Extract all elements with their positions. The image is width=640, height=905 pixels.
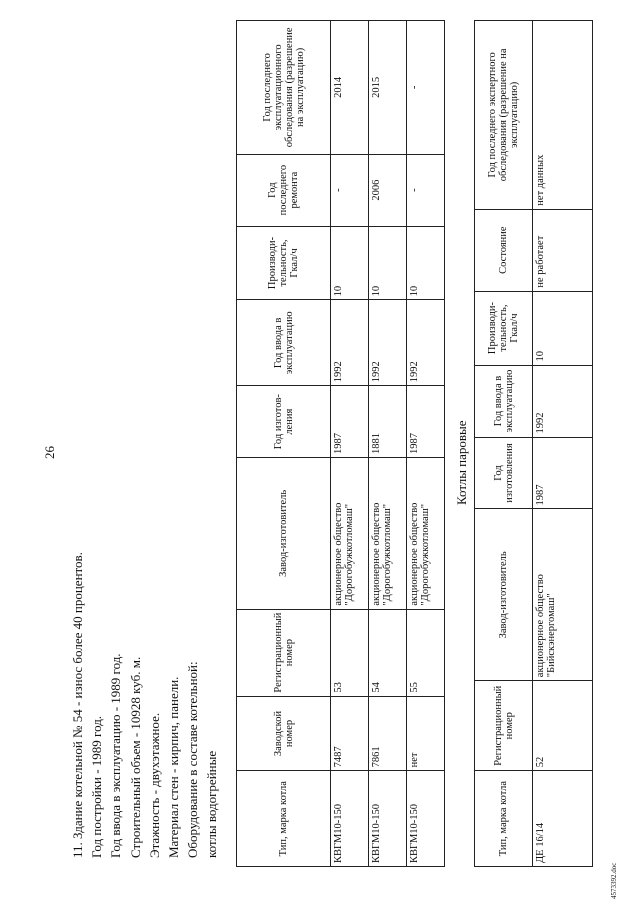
header-cell: Год изготовления: [475, 437, 533, 509]
paragraph-line: котлы водогрейные: [204, 750, 220, 858]
table-cell: -: [407, 154, 445, 226]
table-cell: 2006: [369, 154, 407, 226]
table-cell: нет: [407, 696, 445, 771]
table-cell: нет данных: [533, 21, 593, 210]
paragraph-line: Этажность - двухэтажное.: [146, 712, 162, 858]
table-header-row: [237, 21, 331, 867]
table-row: [407, 21, 445, 867]
water-boilers-table: [236, 20, 445, 867]
table-cell: акционерное общество "Дорогобужкотломаш": [331, 458, 369, 610]
table-cell: 1992: [407, 300, 445, 386]
header-cell: Год ввода в эксплуатацию: [475, 365, 533, 437]
table-cell: акционерное общество "Бийскэнергомаш": [533, 509, 593, 681]
paragraph-line: 11. Здание котельной № 54 - износ более 40 процентов.: [70, 552, 85, 858]
table-cell: ДЕ 16/14: [533, 771, 593, 867]
table-cell: 55: [407, 609, 445, 696]
table-cell: акционерное общество "Дорогобужкотломаш": [407, 458, 445, 610]
paragraph-line: Год постройки - 1989 год.: [89, 715, 105, 858]
table-cell: 1987: [407, 386, 445, 458]
building-description: [68, 398, 222, 858]
table-cell: -: [331, 154, 369, 226]
table-cell: КВГМ10-150: [369, 771, 407, 867]
table-cell: 7487: [331, 696, 369, 771]
header-cell: Год ввода в эксплуатацию: [237, 300, 331, 386]
table-cell: не работает: [533, 209, 593, 291]
table-cell: 1987: [331, 386, 369, 458]
steam-boilers-table: [474, 20, 593, 867]
table-cell: 2014: [331, 21, 369, 155]
table-row: [331, 21, 369, 867]
table-cell: 10: [369, 226, 407, 300]
table-cell: КВГМ10-150: [331, 771, 369, 867]
table-row: [369, 21, 407, 867]
table-cell: 1992: [331, 300, 369, 386]
header-cell: Год изготов-ления: [237, 386, 331, 458]
paragraph-line: Строительный объем - 10928 куб. м.: [127, 656, 143, 858]
header-cell: Год последнего ремонта: [237, 154, 331, 226]
paragraph-line: Материал стен - кирпич, панели.: [166, 676, 182, 858]
table-cell: 2015: [369, 21, 407, 155]
section-title: Котлы паровые: [454, 420, 469, 505]
header-cell: Регистрационный номер: [237, 609, 331, 696]
table-cell: 7861: [369, 696, 407, 771]
table-cell: акционерное общество "Дорогобужкотломаш": [369, 458, 407, 610]
header-cell: Производи-тельность, Гкал/ч: [237, 226, 331, 300]
header-cell: Год последнего экспертного обследования (разрешение на эксплуатацию): [475, 21, 533, 210]
page-number: 26: [42, 446, 57, 459]
table-cell: 1987: [533, 437, 593, 509]
document-code: 4573392.doc: [610, 862, 618, 899]
header-cell: Состояние: [475, 209, 533, 291]
table-cell: 10: [331, 226, 369, 300]
table-cell: -: [407, 21, 445, 155]
table-header-row: [475, 21, 533, 867]
table-cell: КВГМ10-150: [407, 771, 445, 867]
header-cell: Год последнего эксплуатационного обследования (разрешение на эксплуатацию): [237, 21, 331, 155]
table-cell: 53: [331, 609, 369, 696]
table-row: [533, 21, 593, 867]
table-cell: 10: [407, 226, 445, 300]
table-cell: 52: [533, 681, 593, 771]
table-cell: 1992: [533, 365, 593, 437]
table-cell: 10: [533, 291, 593, 365]
header-cell: Производи-тельность, Гкал/ч: [475, 291, 533, 365]
header-cell: Тип, марка котла: [237, 771, 331, 867]
paragraph-line: Год ввода в эксплуатацию - 1989 год.: [108, 653, 124, 858]
header-cell: Завод-изготовитель: [237, 458, 331, 610]
table-cell: 1992: [369, 300, 407, 386]
table-cell: 1881: [369, 386, 407, 458]
header-cell: Завод-изготовитель: [475, 509, 533, 681]
header-cell: Регистрационный номер: [475, 681, 533, 771]
table-cell: 54: [369, 609, 407, 696]
header-cell: Тип, марка котла: [475, 771, 533, 867]
paragraph-line: Оборудование в составе котельной:: [185, 661, 201, 858]
header-cell: Заводской номер: [237, 696, 331, 771]
